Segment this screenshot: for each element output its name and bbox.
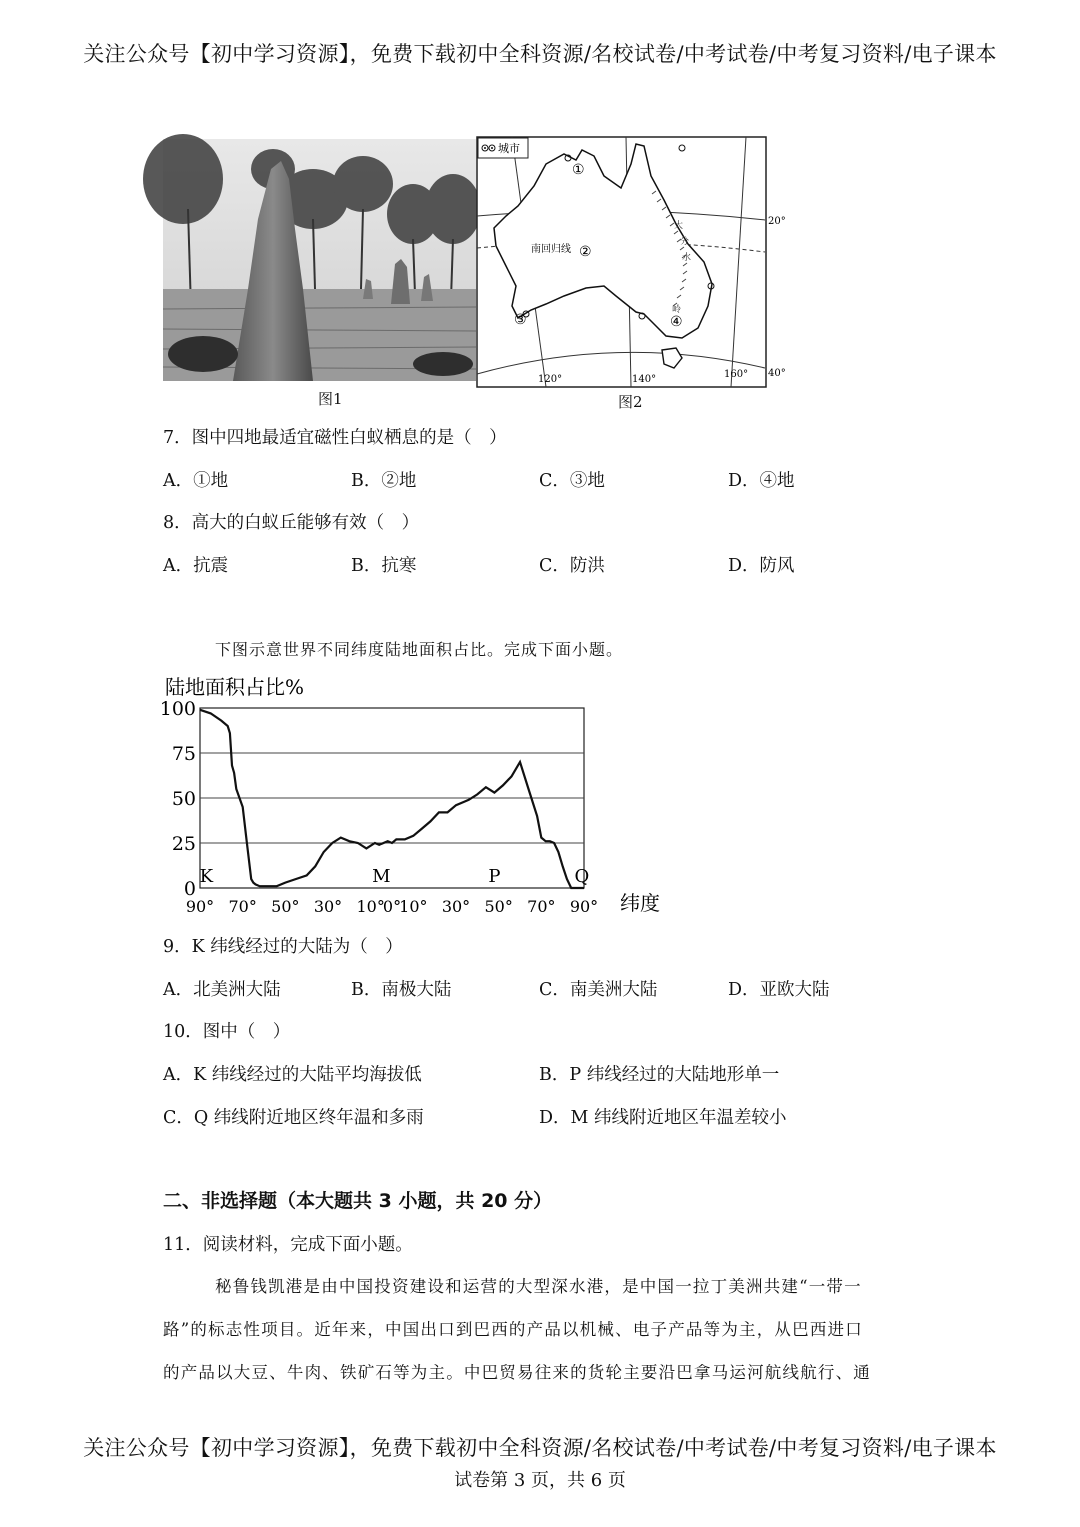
lon-label-160: 160°: [724, 369, 749, 380]
material-line-1: 秘鲁钱凯港是由中国投资建设和运营的大型深水港，是中国一拉丁美洲共建“一带一: [215, 1277, 862, 1296]
map-legend-text: 城市: [498, 142, 520, 155]
q8-option-c[interactable]: C．防洪: [539, 556, 605, 576]
figure1-caption: 图1: [318, 390, 343, 408]
chart-xtick-label: 70°: [527, 897, 556, 916]
chart-xtick-label: 10°: [399, 897, 428, 916]
map-marker-4: ④: [670, 314, 683, 330]
australia-map: [476, 136, 786, 390]
map-marker-1: ①: [572, 162, 585, 178]
chart-xtick-label: 70°: [228, 897, 257, 916]
question-7-stem: 7．图中四地最适宜磁性白蚁栖息的是（ ）: [163, 428, 507, 448]
chart-ytick-label: 25: [171, 833, 196, 855]
q9-option-d[interactable]: D．亚欧大陆: [728, 980, 830, 1000]
range-label-3: 水: [682, 253, 692, 263]
chart-point-label: M: [372, 866, 391, 887]
chart-ylabel: 陆地面积占比%: [165, 675, 305, 699]
lat-label-40: 40°: [768, 368, 786, 379]
tropic-label: 南回归线: [531, 244, 571, 255]
q7-option-a[interactable]: A．①地: [163, 471, 229, 491]
chart-ytick-label: 50: [171, 788, 196, 810]
map-marker-3: ③: [514, 312, 527, 328]
q7-option-c[interactable]: C．③地: [539, 471, 605, 491]
q8-option-d[interactable]: D．防风: [728, 556, 795, 576]
lon-label-140: 140°: [632, 374, 657, 385]
question-10-stem: 10．图中（ ）: [163, 1022, 291, 1042]
q9-option-a[interactable]: A．北美洲大陆: [163, 980, 281, 1000]
material-line-2: 路”的标志性项目。近年来，中国出口到巴西的产品以机械、电子产品等为主，从巴西进口: [163, 1320, 863, 1339]
range-label-2: 分: [680, 237, 690, 247]
chart-xtick-label: 10°: [356, 897, 385, 916]
chart-ytick-label: 75: [171, 743, 196, 765]
chart-xtick-label: 90°: [185, 897, 215, 916]
lat-label-20: 20°: [768, 216, 786, 227]
bottom-banner: 关注公众号【初中学习资源】，免费下载初中全科资源/名校试卷/中考试卷/中考复习资料/电子课本: [83, 1436, 997, 1460]
q9-option-b[interactable]: B．南极大陆: [351, 980, 452, 1000]
chart-xtick-label: 50°: [484, 897, 513, 916]
chart-xtick-label: 30°: [313, 897, 343, 916]
chart-intro: 下图示意世界不同纬度陆地面积占比。完成下面小题。: [215, 640, 624, 659]
section-2-title: 二、非选择题（本大题共 3 小题，共 20 分）: [163, 1190, 553, 1212]
q7-option-d[interactable]: D．④地: [728, 471, 795, 491]
q10-option-d[interactable]: D．M 纬线附近地区年温差较小: [539, 1108, 787, 1128]
lon-label-120: 120°: [538, 374, 563, 385]
q10-option-c[interactable]: C．Q 纬线附近地区终年温和多雨: [163, 1108, 424, 1128]
q9-option-c[interactable]: C．南美洲大陆: [539, 980, 658, 1000]
chart-xtick-label: 0°: [382, 897, 402, 916]
q8-option-b[interactable]: B．抗寒: [351, 556, 417, 576]
question-11-stem: 11．阅读材料，完成下面小题。: [163, 1235, 413, 1255]
range-label-1: 大: [674, 221, 684, 231]
map-marker-2: ②: [579, 244, 592, 260]
chart-series-line: [200, 710, 584, 888]
range-label-4: 岭: [672, 305, 682, 315]
q7-option-b[interactable]: B．②地: [351, 471, 417, 491]
material-line-3: 的产品以大豆、牛肉、铁矿石等为主。中巴贸易往来的货轮主要沿巴拿马运河航线航行、通: [163, 1363, 871, 1382]
chart-point-label: P: [488, 866, 501, 887]
q10-option-a[interactable]: A．K 纬线经过的大陆平均海拔低: [163, 1065, 422, 1085]
figure2-caption: 图2: [618, 393, 643, 411]
chart-point-label: K: [199, 866, 214, 887]
land-area-chart: [160, 670, 660, 920]
chart-ytick-label: 100: [159, 698, 196, 720]
chart-xlabel: 纬度: [620, 891, 660, 915]
top-banner: 关注公众号【初中学习资源】，免费下载初中全科资源/名校试卷/中考试卷/中考复习资料/电子课本: [83, 42, 997, 66]
chart-point-label: Q: [574, 866, 590, 887]
chart-xtick-label: 30°: [441, 897, 471, 916]
page-number: 试卷第 3 页，共 6 页: [454, 1470, 626, 1491]
chart-xtick-label: 90°: [569, 897, 599, 916]
question-9-stem: 9．K 纬线经过的大陆为（ ）: [163, 937, 403, 957]
q8-option-a[interactable]: A．抗震: [163, 556, 229, 576]
chart-ytick-label: 0: [183, 878, 196, 900]
q10-option-b[interactable]: B．P 纬线经过的大陆地形单一: [539, 1065, 780, 1085]
chart-xtick-label: 50°: [271, 897, 300, 916]
question-8-stem: 8．高大的白蚁丘能够有效（ ）: [163, 513, 420, 533]
termite-mound-photo: [163, 139, 476, 381]
